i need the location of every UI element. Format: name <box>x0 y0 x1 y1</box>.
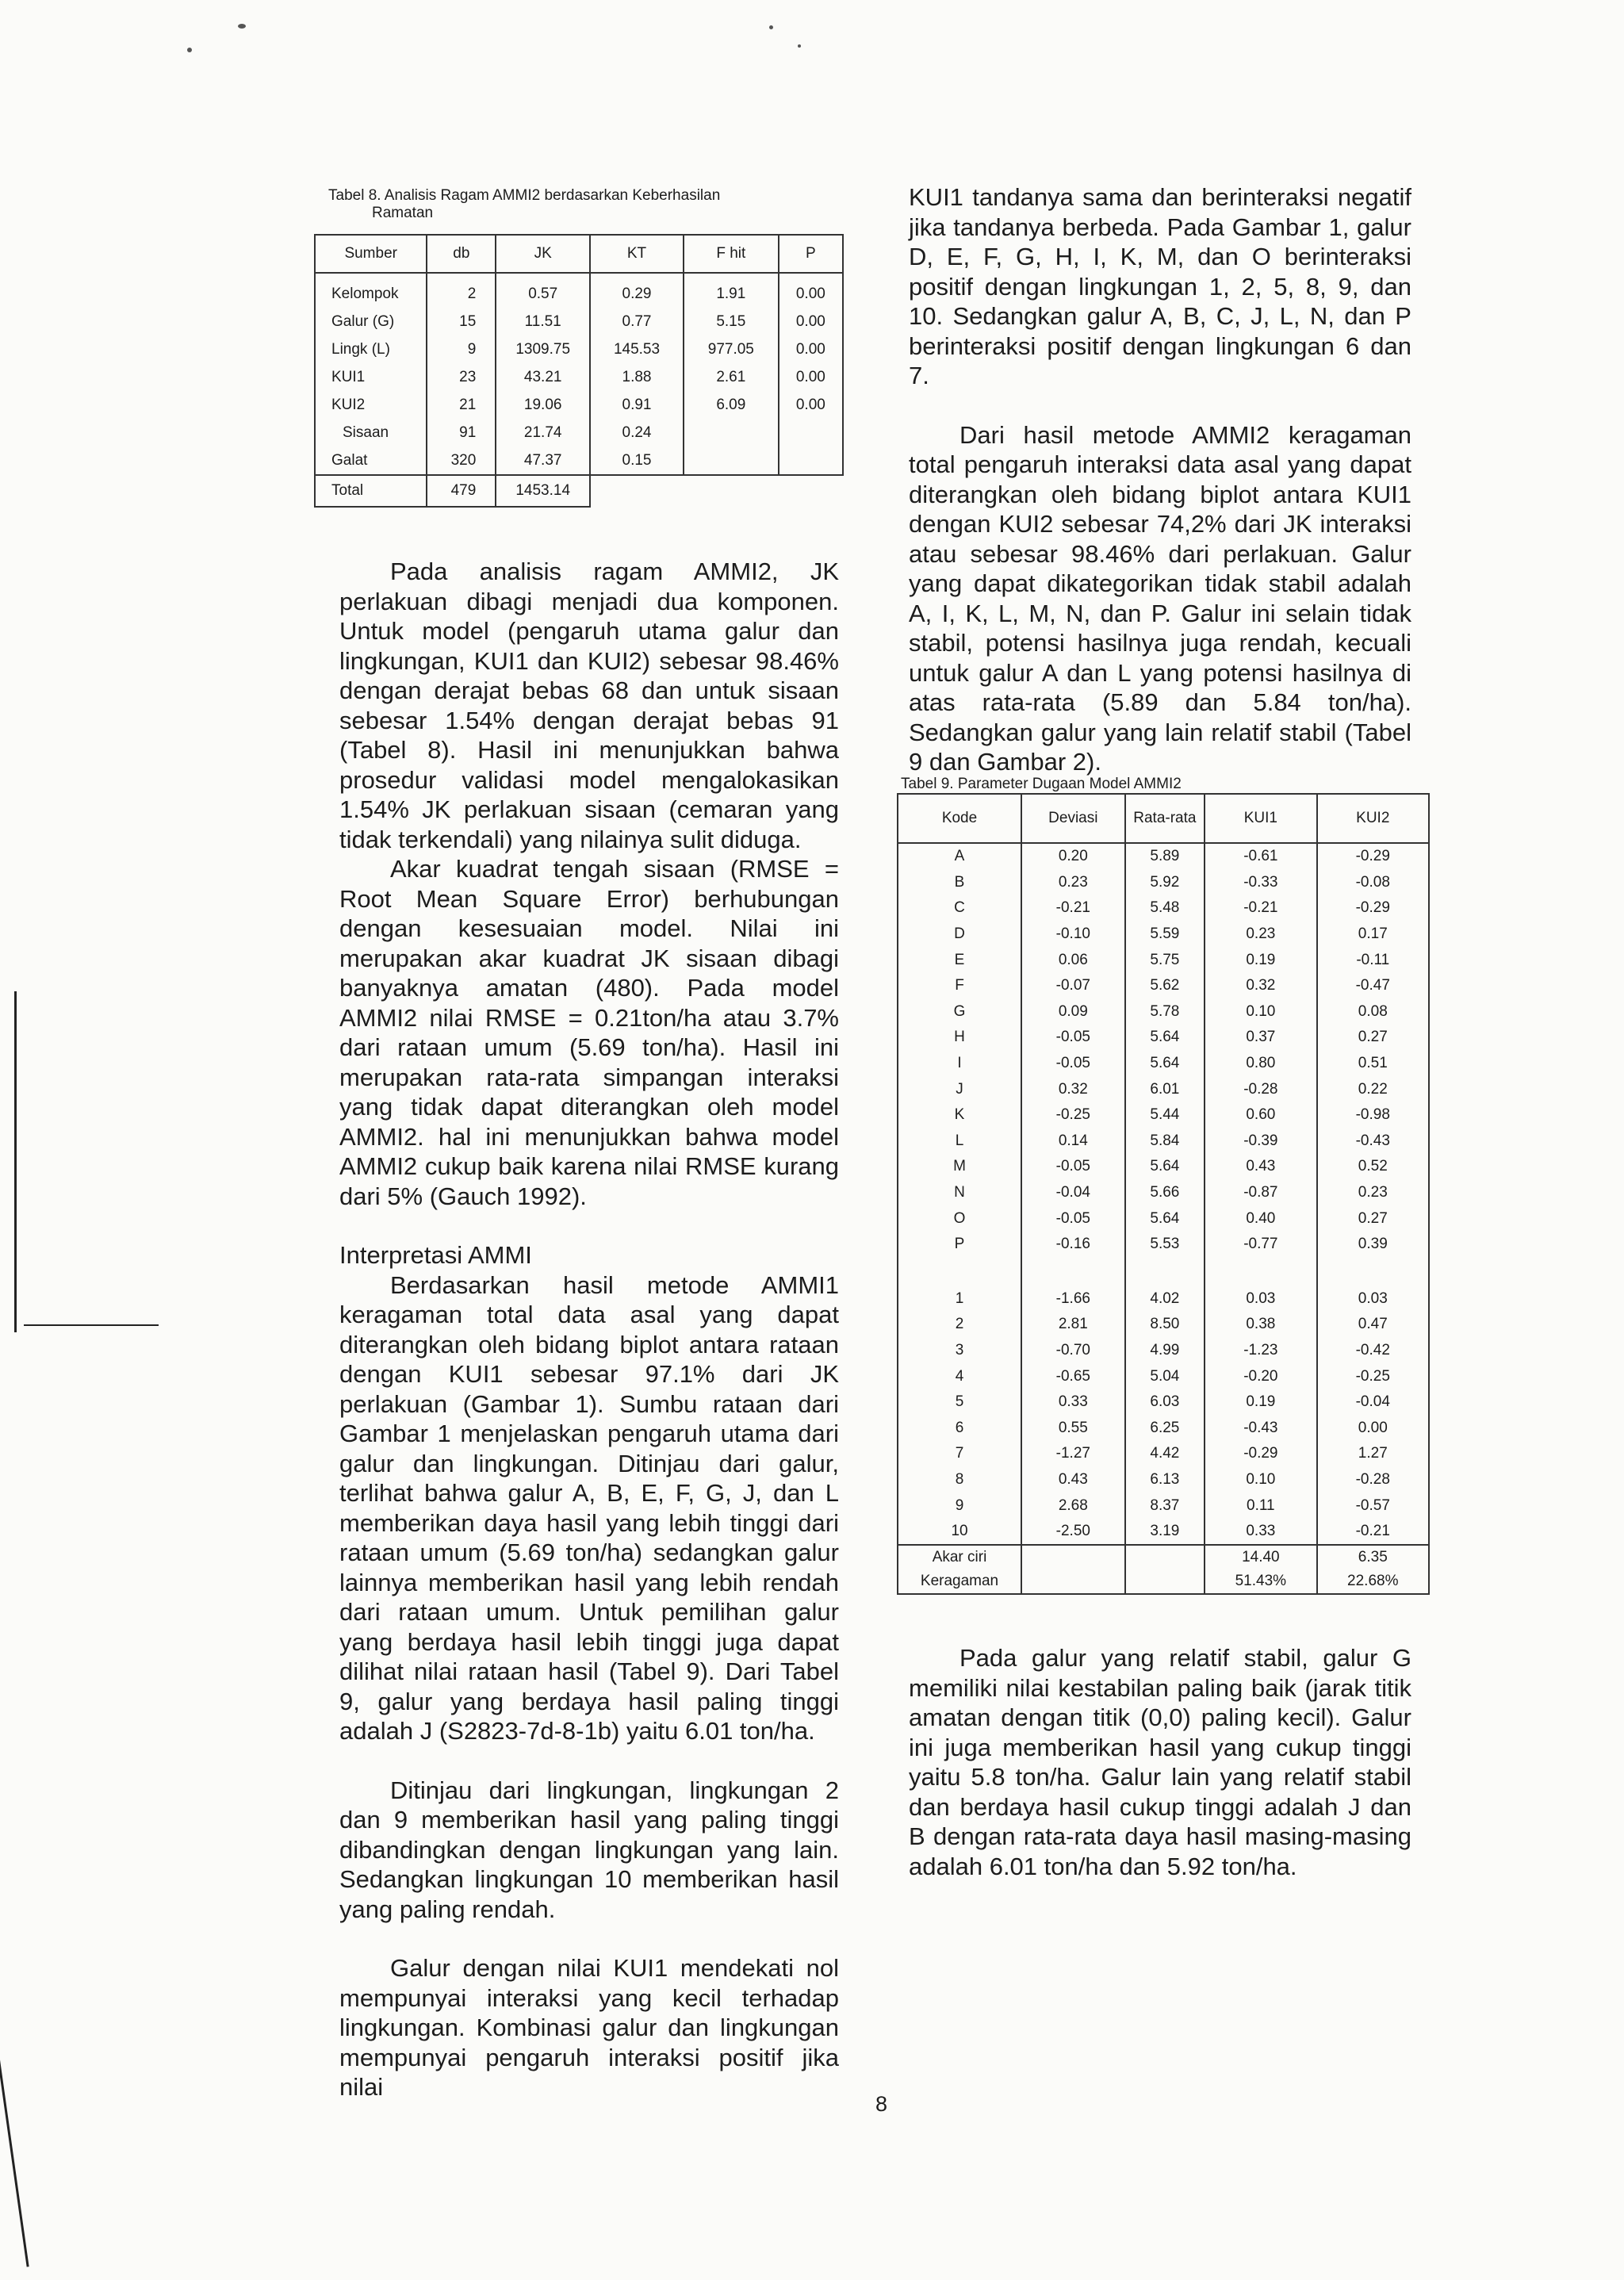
table9-cell: -0.43 <box>1205 1415 1316 1441</box>
table9-cell: -1.66 <box>1021 1286 1125 1312</box>
table8-header: Sumber <box>315 235 427 273</box>
table9-cell: 3.19 <box>1125 1519 1205 1546</box>
paragraph: Ditinjau dari lingkungan, lingkungan 2 dan 9 memberikan hasil yang paling tinggi dibandingkan dengan lingkungan yang lain. Sedangkan lingkungan 10 memberikan hasil yang paling rendah. <box>339 1776 839 1923</box>
table9-cell: 0.00 <box>1317 1415 1429 1441</box>
table9-caption: Tabel 9. Parameter Dugaan Model AMMI2 <box>901 776 1182 792</box>
table9-cell: G <box>898 999 1021 1025</box>
table9-cell: -0.21 <box>1021 895 1125 922</box>
table9-cell: 5.75 <box>1125 947 1205 973</box>
table9-cell: 4 <box>898 1363 1021 1389</box>
table9-cell: 0.19 <box>1205 1389 1316 1416</box>
table8-cell: KUI2 <box>315 391 427 419</box>
table9-cell: 5.62 <box>1125 973 1205 999</box>
table-row <box>898 1076 1429 1102</box>
table9-cell: 0.40 <box>1205 1205 1316 1232</box>
table8-cell: 0.00 <box>779 363 843 391</box>
table9-cell: -0.29 <box>1317 843 1429 870</box>
table8-header: KT <box>590 235 684 273</box>
scan-edge-line <box>24 1324 159 1326</box>
table9-cell: 0.47 <box>1317 1312 1429 1338</box>
table8-cell: 145.53 <box>590 335 684 363</box>
table8-header: db <box>427 235 496 273</box>
scan-edge-line <box>14 991 17 1332</box>
table8-header: F hit <box>684 235 779 273</box>
table-row <box>315 335 843 363</box>
table8 <box>314 234 844 508</box>
table8-cell: 320 <box>427 446 496 475</box>
table9-cell: I <box>898 1051 1021 1077</box>
table8-cell: 0.00 <box>779 273 843 308</box>
table9-cell: -0.98 <box>1317 1102 1429 1129</box>
paragraph: Berdasarkan hasil metode AMMI1 keragaman total data asal yang dapat diterangkan oleh bidang biplot antara rataan dengan KUI1 sebesar 97.1% dari JK perlakuan (Gambar 1). Sumbu rataan dari Gambar 1 menjelaskan pengaruh utama dari galur dan lingkungan. Ditinjau dari galur, terlihat bahwa galur A, B, E, F, G, J, dan L memberikan daya hasil yang lebih tinggi dari rataan umum (5.69 ton/ha) sedangkan galur lainnya memberikan hasil yang lebih rendah dari rataan umum. Untuk pemilihan galur yang berdaya hasil lebih tinggi juga dapat dilihat nilai rataan hasil (Tabel 9). Dari Tabel 9, galur yang berdaya hasil paling tinggi adalah J (S2823-7d-8-1b) yaitu 6.01 ton/ha. <box>339 1270 839 1745</box>
table9-cell: -0.39 <box>1205 1129 1316 1155</box>
table8-cell: 0.00 <box>779 308 843 335</box>
section-heading: Interpretasi AMMI <box>339 1241 532 1269</box>
table9-cell: -0.87 <box>1205 1180 1316 1206</box>
table9-cell: A <box>898 843 1021 870</box>
table9-cell: 0.55 <box>1021 1415 1125 1441</box>
table9-cell: 4.42 <box>1125 1441 1205 1467</box>
table-row <box>898 947 1429 973</box>
table9-cell: 8.37 <box>1125 1493 1205 1519</box>
table9-cell: 5 <box>898 1389 1021 1416</box>
table9-cell: J <box>898 1076 1021 1102</box>
table-row <box>315 308 843 335</box>
table9-cell: 7 <box>898 1441 1021 1467</box>
table9-cell: -0.21 <box>1205 895 1316 922</box>
table8-cell: 5.15 <box>684 308 779 335</box>
table8-cell: 1453.14 <box>496 475 590 507</box>
table9-cell: 0.80 <box>1205 1051 1316 1077</box>
table9-cell: 5.59 <box>1125 922 1205 948</box>
table9-cell: 5.64 <box>1125 1051 1205 1077</box>
table9-lingkungan-body <box>898 1286 1429 1546</box>
table-row <box>898 1389 1429 1416</box>
table9-cell: M <box>898 1154 1021 1180</box>
table9-cell: 5.84 <box>1125 1129 1205 1155</box>
table8-cell: Galat <box>315 446 427 475</box>
table8-cell: Total <box>315 475 427 507</box>
table-row <box>898 1519 1429 1546</box>
table-row <box>315 419 843 446</box>
table8-cell: 1.91 <box>684 273 779 308</box>
table8-cell: 43.21 <box>496 363 590 391</box>
table9-cell: -0.25 <box>1021 1102 1125 1129</box>
table9-cell: 0.17 <box>1317 922 1429 948</box>
table9-cell: H <box>898 1025 1021 1051</box>
table8-cell: Sisaan <box>315 419 427 446</box>
table9-cell: 0.43 <box>1205 1154 1316 1180</box>
scan-speck <box>238 24 246 29</box>
table9-cell: 6.13 <box>1125 1467 1205 1493</box>
table8-cell: 23 <box>427 363 496 391</box>
table9-cell: 0.23 <box>1317 1180 1429 1206</box>
table8-cell <box>684 419 779 446</box>
table8-caption-line1: Tabel 8. Analisis Ragam AMMI2 berdasarkan Keberhasilan <box>328 187 721 204</box>
table8-cell: 2.61 <box>684 363 779 391</box>
table9-cell: 3 <box>898 1338 1021 1364</box>
table9-galur-body <box>898 843 1429 1258</box>
scan-speck <box>187 48 192 52</box>
table9-cell: 6.01 <box>1125 1076 1205 1102</box>
table8-cell <box>684 446 779 475</box>
table9-cell: 6 <box>898 1415 1021 1441</box>
table-row <box>898 1441 1429 1467</box>
table9-cell: 0.10 <box>1205 1467 1316 1493</box>
table9-cell: 9 <box>898 1493 1021 1519</box>
table9-cell: -0.05 <box>1021 1025 1125 1051</box>
table9-cell: 0.10 <box>1205 999 1316 1025</box>
table9-cell: 5.66 <box>1125 1180 1205 1206</box>
table8-cell: 2 <box>427 273 496 308</box>
table-row <box>898 843 1429 870</box>
paragraph: Pada galur yang relatif stabil, galur G memiliki nilai kestabilan paling baik (jarak titik amatan dengan titik (0,0) paling kecil). Galur ini juga memberikan hasil yang cukup tinggi yaitu 5.8 ton/ha. Galur lain yang relatif stabil dan berdaya hasil cukup tinggi adalah J dan B dengan rata-rata daya hasil masing-masing adalah 6.01 ton/ha dan 5.92 ton/ha. <box>909 1644 1411 1880</box>
table9-header-row <box>898 794 1429 843</box>
table9-cell: 0.27 <box>1317 1025 1429 1051</box>
table8-cell: 21 <box>427 391 496 419</box>
table9-cell: -1.27 <box>1021 1441 1125 1467</box>
table9-cell: 5.64 <box>1125 1154 1205 1180</box>
table9-cell: -0.29 <box>1205 1441 1316 1467</box>
table8-header: JK <box>496 235 590 273</box>
table9-cell: 0.22 <box>1317 1076 1429 1102</box>
page-number: 8 <box>875 2092 888 2116</box>
table9-cell: -0.28 <box>1205 1076 1316 1102</box>
table9-cell: 0.09 <box>1021 999 1125 1025</box>
table9-cell: 0.23 <box>1205 922 1316 948</box>
table-row <box>898 1180 1429 1206</box>
table9-cell: -0.57 <box>1317 1493 1429 1519</box>
table9-cell: -0.29 <box>1317 895 1429 922</box>
table9-cell: 0.39 <box>1317 1232 1429 1258</box>
table8-cell: 0.29 <box>590 273 684 308</box>
table-row <box>898 1312 1429 1338</box>
table9-cell: -0.43 <box>1317 1129 1429 1155</box>
left-column <box>339 557 839 2102</box>
table8-cell: Galur (G) <box>315 308 427 335</box>
table9-header: Rata-rata <box>1125 794 1205 843</box>
table9-cell: 0.38 <box>1205 1312 1316 1338</box>
table8-cell: 1.88 <box>590 363 684 391</box>
table9-cell: 0.03 <box>1317 1286 1429 1312</box>
table9-cell: 4.02 <box>1125 1286 1205 1312</box>
table-row <box>898 1467 1429 1493</box>
table9-cell: 0.37 <box>1205 1025 1316 1051</box>
table-row <box>315 391 843 419</box>
table-row <box>898 1051 1429 1077</box>
table9-cell: 22.68% <box>1317 1569 1429 1594</box>
table9-cell: 0.14 <box>1021 1129 1125 1155</box>
table-row <box>898 1338 1429 1364</box>
paragraph: Pada analisis ragam AMMI2, JK perlakuan dibagi menjadi dua komponen. Untuk model (pengaruh utama galur dan lingkungan, KUI1 dan KUI2) sebesar 98.46% dengan derajat bebas 68 dan untuk sisaan sebesar 1.54% dengan derajat bebas 91 (Tabel 8). Hasil ini menunjukkan bahwa prosedur validasi model mengalokasikan 1.54% JK perlakuan sisaan (cemaran yang tidak terkendali) yang nilainya sulit diduga. <box>339 558 839 853</box>
table9-cell: -0.04 <box>1021 1180 1125 1206</box>
table8-cell: 0.00 <box>779 335 843 363</box>
table9-cell: 51.43% <box>1205 1569 1316 1594</box>
table9-cell: L <box>898 1129 1021 1155</box>
table-row <box>898 1363 1429 1389</box>
table9-cell: 0.19 <box>1205 947 1316 973</box>
table9-cell: 0.51 <box>1317 1051 1429 1077</box>
table-row <box>898 999 1429 1025</box>
table9-cell: -0.05 <box>1021 1154 1125 1180</box>
table-row <box>898 973 1429 999</box>
table8-cell: Lingk (L) <box>315 335 427 363</box>
table9-cell: 0.23 <box>1021 870 1125 896</box>
table9-cell: 4.99 <box>1125 1338 1205 1364</box>
table9-cell: 6.35 <box>1317 1545 1429 1569</box>
table8-header-row <box>315 235 843 273</box>
table9-cell: -0.11 <box>1317 947 1429 973</box>
table8-cell: 91 <box>427 419 496 446</box>
table9-cell: -0.42 <box>1317 1338 1429 1364</box>
table8-cell <box>779 419 843 446</box>
table9-cell: 0.20 <box>1021 843 1125 870</box>
table9-cell: 1.27 <box>1317 1441 1429 1467</box>
scan-speck <box>798 44 801 48</box>
right-column-lower <box>909 1643 1411 1881</box>
table9-cell: 8.50 <box>1125 1312 1205 1338</box>
table9-cell: 6.25 <box>1125 1415 1205 1441</box>
table-row <box>315 446 843 475</box>
table9-keragaman-row <box>898 1569 1429 1594</box>
table8-cell: 0.15 <box>590 446 684 475</box>
paragraph: Galur dengan nilai KUI1 mendekati nol mempunyai interaksi yang kecil terhadap lingkungan. Kombinasi galur dan lingkungan mempunyai pengaruh interaksi positif jika nilai <box>339 1954 839 2101</box>
table-row <box>898 1129 1429 1155</box>
table9-cell: O <box>898 1205 1021 1232</box>
paragraph: Akar kuadrat tengah sisaan (RMSE = Root Mean Square Error) berhubungan dengan kesesuaian model. Nilai ini merupakan akar kuadrat JK sisaan dibagi banyaknya amatan (480). Pada model AMMI2 nilai RMSE = 0.21ton/ha atau 3.7% dari rataan umum (5.69 ton/ha). Hasil ini merupakan rata-rata simpangan interaksi yang tidak dapat diterangkan oleh model AMMI2. hal ini menunjukkan bahwa model AMMI2 cukup baik karena nilai RMSE kurang dari 5% (Gauch 1992). <box>339 855 839 1210</box>
table9-cell: 2.68 <box>1021 1493 1125 1519</box>
table9-cell: N <box>898 1180 1021 1206</box>
table9-cell: -0.20 <box>1205 1363 1316 1389</box>
table8-cell: 0.24 <box>590 419 684 446</box>
table9-cell: 8 <box>898 1467 1021 1493</box>
table9-cell: -0.25 <box>1317 1363 1429 1389</box>
table9-cell: -0.16 <box>1021 1232 1125 1258</box>
table8-cell: 11.51 <box>496 308 590 335</box>
table9-cell: 0.27 <box>1317 1205 1429 1232</box>
table9-cell: 5.92 <box>1125 870 1205 896</box>
table9-cell: Akar ciri <box>898 1545 1021 1569</box>
table9-cell: -0.77 <box>1205 1232 1316 1258</box>
table9-cell: -0.07 <box>1021 973 1125 999</box>
table9-cell: 0.32 <box>1205 973 1316 999</box>
table9-cell: 0.32 <box>1021 1076 1125 1102</box>
table9-cell: K <box>898 1102 1021 1129</box>
table-row <box>315 363 843 391</box>
table-row <box>898 1232 1429 1258</box>
table9-cell: 0.33 <box>1021 1389 1125 1416</box>
table9-akar-ciri-row <box>898 1545 1429 1569</box>
table9-cell: -0.05 <box>1021 1205 1125 1232</box>
scan-speck <box>769 25 773 29</box>
table8-cell: 47.37 <box>496 446 590 475</box>
table8-cell: 15 <box>427 308 496 335</box>
table9-cell: D <box>898 922 1021 948</box>
table8-cell: 479 <box>427 475 496 507</box>
table9-cell: 10 <box>898 1519 1021 1546</box>
table9-cell: 0.52 <box>1317 1154 1429 1180</box>
table9-cell: -1.23 <box>1205 1338 1316 1364</box>
table9-cell: 0.11 <box>1205 1493 1316 1519</box>
table9-cell: 1 <box>898 1286 1021 1312</box>
table8-cell: 6.09 <box>684 391 779 419</box>
table9-cell: -2.50 <box>1021 1519 1125 1546</box>
table8-cell <box>779 446 843 475</box>
table-row <box>898 895 1429 922</box>
table9-cell: 5.78 <box>1125 999 1205 1025</box>
table9-cell: B <box>898 870 1021 896</box>
table9-cell: -0.28 <box>1317 1467 1429 1493</box>
table9-cell: 2 <box>898 1312 1021 1338</box>
table-row <box>898 870 1429 896</box>
table9-header: KUI1 <box>1205 794 1316 843</box>
table9-cell: 0.08 <box>1317 999 1429 1025</box>
table9-header: Deviasi <box>1021 794 1125 843</box>
right-column <box>909 182 1411 777</box>
table-row <box>898 1415 1429 1441</box>
table-row <box>898 1493 1429 1519</box>
table9-cell: -0.61 <box>1205 843 1316 870</box>
table8-caption <box>328 187 720 222</box>
paragraph: KUI1 tandanya sama dan berinteraksi negatif jika tandanya berbeda. Pada Gambar 1, galur D, E, F, G, H, I, K, M, dan O berinteraksi positif dengan lingkungan 1, 2, 5, 8, 9, dan 10. Sedangkan galur A, B, C, J, L, N, dan P berinteraksi positif dengan lingkungan 6 dan 7. <box>909 183 1411 389</box>
table-row <box>898 1205 1429 1232</box>
table9-cell: 5.48 <box>1125 895 1205 922</box>
table9-cell: -0.70 <box>1021 1338 1125 1364</box>
table9-cell: 5.64 <box>1125 1025 1205 1051</box>
table9-cell: P <box>898 1232 1021 1258</box>
paragraph: Dari hasil metode AMMI2 keragaman total pengaruh interaksi data asal yang dapat diterangkan oleh bidang biplot antara KUI1 dengan KUI2 sebesar 74,2% dari JK interaksi atau sebesar 98.46% dari perlakuan. Galur yang dapat dikategorikan tidak stabil adalah A, I, K, L, M, N, dan P. Galur ini selain tidak stabil, potensi hasilnya juga rendah, kecuali untuk galur A dan L yang potensi hasilnya di atas rata-rata (5.89 dan 5.84 ton/ha). Sedangkan galur yang lain relatif stabil (Tabel 9 dan Gambar 2). <box>909 420 1411 776</box>
table9-cell: -0.05 <box>1021 1051 1125 1077</box>
table9-cell: 0.43 <box>1021 1467 1125 1493</box>
table9-cell: 0.60 <box>1205 1102 1316 1129</box>
table9-cell: 0.33 <box>1205 1519 1316 1546</box>
table9-header: KUI2 <box>1317 794 1429 843</box>
table9-cell: F <box>898 973 1021 999</box>
table-row <box>898 1025 1429 1051</box>
table9-cell: -0.08 <box>1317 870 1429 896</box>
table8-cell: KUI1 <box>315 363 427 391</box>
table8-caption-line2: Ramatan <box>372 205 434 221</box>
table-row <box>898 1286 1429 1312</box>
table9-cell: 5.53 <box>1125 1232 1205 1258</box>
table8-cell: 9 <box>427 335 496 363</box>
table9-cell: 5.89 <box>1125 843 1205 870</box>
table8-cell: 1309.75 <box>496 335 590 363</box>
table8-cell: 977.05 <box>684 335 779 363</box>
table8-cell: 0.00 <box>779 391 843 419</box>
table8-header: P <box>779 235 843 273</box>
table8-total-row <box>315 475 843 507</box>
table-row <box>898 1102 1429 1129</box>
table9-cell: -0.47 <box>1317 973 1429 999</box>
table9-cell: 0.03 <box>1205 1286 1316 1312</box>
table9-cell: -0.65 <box>1021 1363 1125 1389</box>
table9-cell: C <box>898 895 1021 922</box>
table9-cell: 5.64 <box>1125 1205 1205 1232</box>
table9-cell: -0.33 <box>1205 870 1316 896</box>
table9-cell: Keragaman <box>898 1569 1021 1594</box>
table-row <box>898 922 1429 948</box>
table9-cell: 2.81 <box>1021 1312 1125 1338</box>
table8-cell: 0.91 <box>590 391 684 419</box>
table9-cell: -0.04 <box>1317 1389 1429 1416</box>
table8-cell: 0.77 <box>590 308 684 335</box>
scan-edge-line <box>0 1999 29 2267</box>
table-row <box>898 1154 1429 1180</box>
table-row <box>315 273 843 308</box>
table9-cell: -0.21 <box>1317 1519 1429 1546</box>
table9-cell: 5.44 <box>1125 1102 1205 1129</box>
table9-cell: E <box>898 947 1021 973</box>
table9 <box>897 793 1430 1595</box>
table8-cell: 19.06 <box>496 391 590 419</box>
table8-cell: 0.57 <box>496 273 590 308</box>
table9-cell: 0.06 <box>1021 947 1125 973</box>
table9-cell: 6.03 <box>1125 1389 1205 1416</box>
table8-cell: Kelompok <box>315 273 427 308</box>
table9-cell: 5.04 <box>1125 1363 1205 1389</box>
table9-cell: 14.40 <box>1205 1545 1316 1569</box>
table9-header: Kode <box>898 794 1021 843</box>
table8-cell: 21.74 <box>496 419 590 446</box>
table9-cell: -0.10 <box>1021 922 1125 948</box>
